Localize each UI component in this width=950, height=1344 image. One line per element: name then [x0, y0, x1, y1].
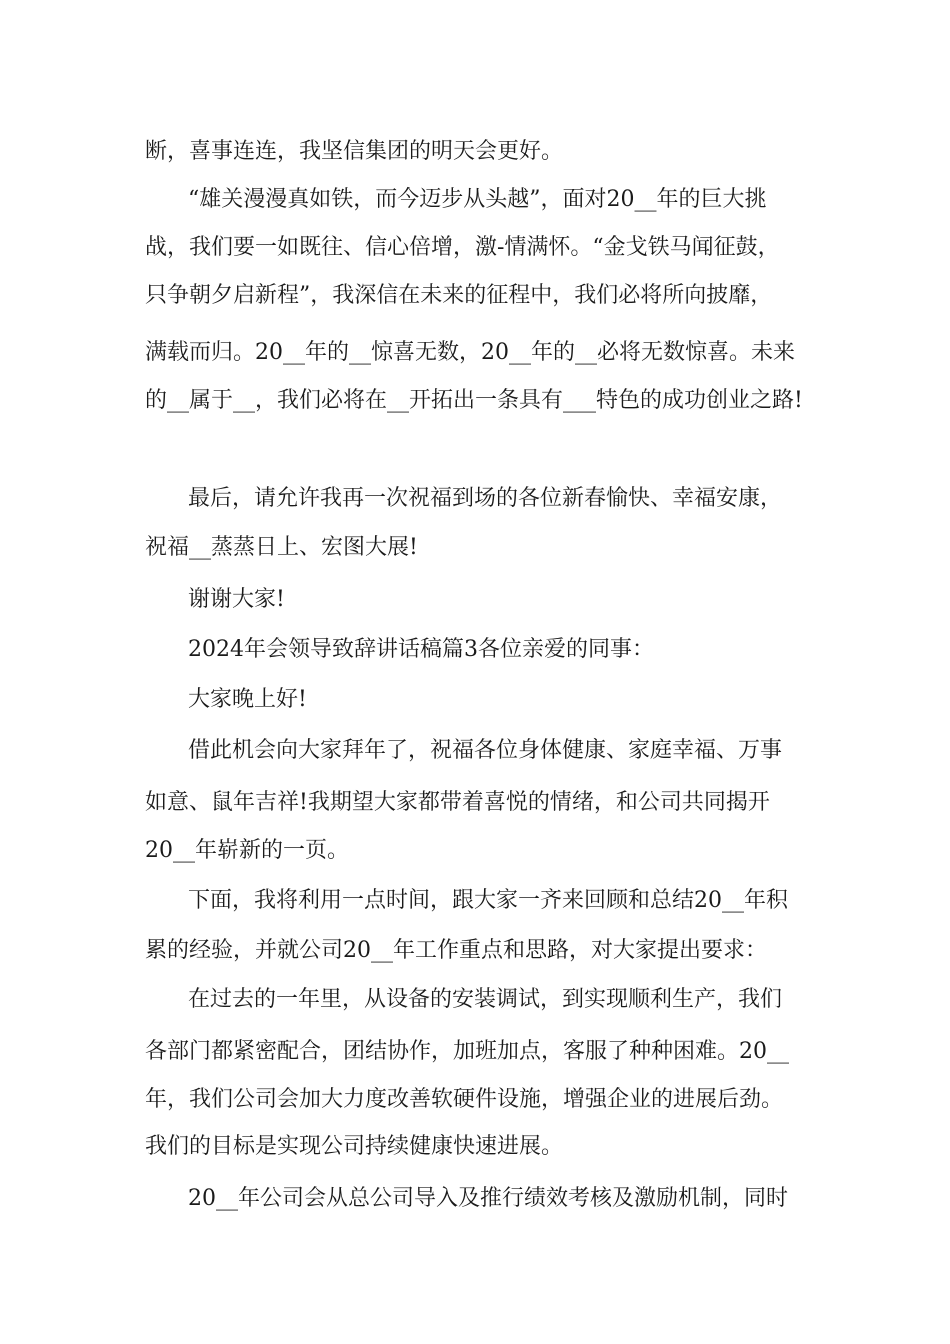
text-line: 如意、鼠年吉祥!我期望大家都带着喜悦的情绪，和公司共同揭开	[145, 790, 770, 815]
text-line: 借此机会向大家拜年了，祝福各位身体健康、家庭幸福、万事	[188, 738, 783, 763]
text-line: 累的经验，并就公司20__年工作重点和思路，对大家提出要求：	[145, 938, 767, 963]
text-line: 战，我们要一如既往、信心倍增，激-情满怀。“金戈铁马闻征鼓，	[145, 235, 780, 260]
section-heading: 2024年会领导致辞讲话稿篇3各位亲爱的同事：	[188, 637, 654, 662]
text-line: 的__属于__，我们必将在__开拓出一条具有___特色的成功创业之路!	[145, 388, 803, 413]
text-line: “雄关漫漫真如铁，而今迈步从头越”，面对20__年的巨大挑	[188, 187, 767, 212]
text-line: 大家晚上好!	[188, 687, 307, 712]
text-line: 我们的目标是实现公司持续健康快速进展。	[145, 1134, 564, 1159]
text-line: 最后，请允许我再一次祝福到场的各位新春愉快、幸福安康，	[188, 486, 783, 511]
text-line: 祝福__蒸蒸日上、宏图大展!	[145, 535, 418, 560]
text-line: 在过去的一年里，从设备的安装调试，到实现顺利生产，我们	[188, 987, 783, 1012]
text-line: 年，我们公司会加大力度改善软硬件设施，增强企业的进展后劲。	[145, 1087, 784, 1112]
text-line: 谢谢大家!	[188, 587, 285, 612]
text-line: 断，喜事连连，我坚信集团的明天会更好。	[145, 139, 564, 164]
text-line: 20__年公司会从总公司导入及推行绩效考核及激励机制，同时	[188, 1186, 788, 1211]
text-line: 满载而归。20__年的__惊喜无数，20__年的__必将无数惊喜。未来	[145, 340, 795, 365]
text-line: 各部门都紧密配合，团结协作，加班加点，客服了种种困难。20__	[145, 1039, 789, 1064]
text-line: 下面，我将利用一点时间，跟大家一齐来回顾和总结20__年积	[188, 888, 788, 913]
text-line: 20__年崭新的一页。	[145, 838, 349, 863]
text-line: 只争朝夕启新程”，我深信在未来的征程中，我们必将所向披靡，	[145, 283, 773, 308]
